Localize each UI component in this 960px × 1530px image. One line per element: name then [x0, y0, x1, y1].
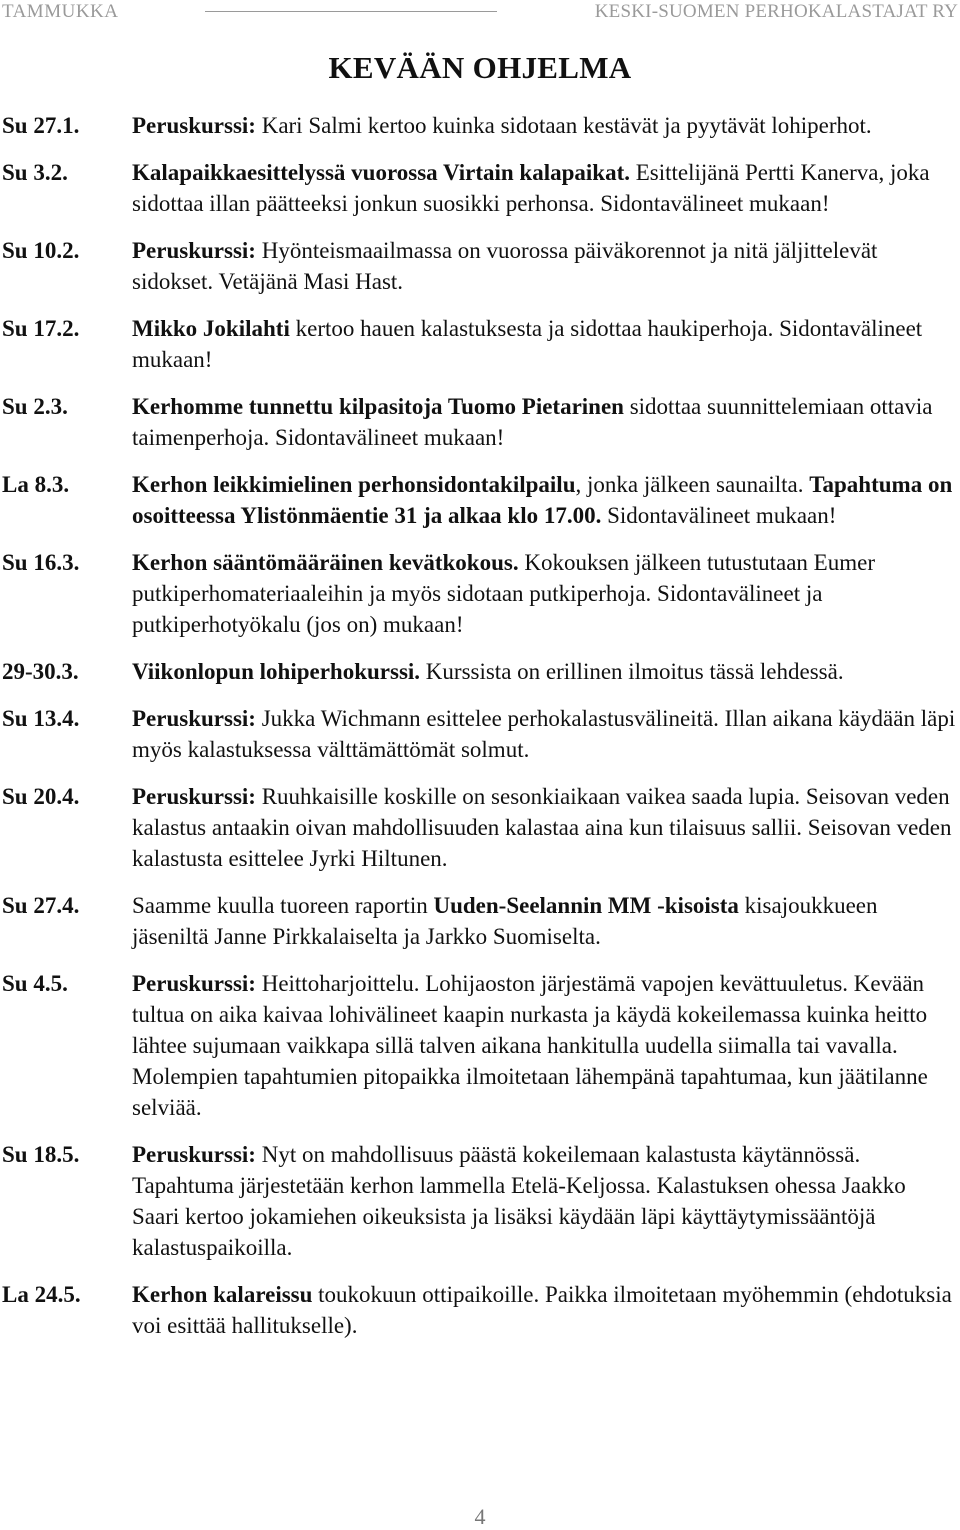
schedule-entry — [0, 547, 960, 640]
entry-text: Heittoharjoittelu. Lohijaoston järjestämä vapojen kevättuuletus. Kevään tultua on aika kaivaa lohivälineet kaapin nurkasta ja käydä kokeilemassa kuinka heitto lähtee sujumaan vaikkapa sillä talven aikana hankitulla uudella siimalla tai vavalla. Molempien tapahtumien pitopaikka ilmoitetaan lähempänä tapahtumaa, kun jäätilanne selviää. — [132, 971, 928, 1120]
entry-text: kisajoukkueen jäseniltä Janne Pirkkalaiselta ja Jarkko Suomiselta. — [132, 893, 878, 949]
entry-date: La 8.3. — [2, 472, 70, 497]
entry-date: 29-30.3. — [2, 659, 79, 684]
header-divider — [205, 11, 497, 12]
entry-highlight: Peruskurssi: — [132, 971, 256, 996]
entry-date: La 24.5. — [2, 1282, 81, 1307]
entry-description — [132, 890, 956, 952]
schedule-entry — [0, 781, 960, 874]
entry-text: kertoo hauen kalastuksesta ja sidottaa haukiperhoja. Sidontavälineet mukaan! — [132, 316, 923, 372]
entry-highlight: Kerhon sääntömääräinen kevätkokous. — [132, 550, 519, 575]
entry-text: Sidontavälineet mukaan! — [601, 503, 837, 528]
schedule-entry — [0, 890, 960, 952]
entry-highlight: Viikonlopun lohiperhokurssi. — [132, 659, 421, 684]
publication-name: TAMMUKKA — [2, 1, 119, 22]
entry-text: toukokuun ottipaikoille. Paikka ilmoitetaan myöhemmin (ehdotuksia voi esittää hallitukselle). — [132, 1282, 952, 1338]
entry-highlight: Kerhomme tunnettu kilpasitoja Tuomo Pietarinen — [132, 394, 624, 419]
entry-date: Su 4.5. — [2, 971, 68, 996]
schedule-entry — [0, 469, 960, 531]
schedule-entry — [0, 703, 960, 765]
entry-text: Kurssista on erillinen ilmoitus tässä lehdessä. — [420, 659, 844, 684]
schedule-entry — [0, 157, 960, 219]
schedule-entry — [0, 235, 960, 297]
entry-date: Su 17.2. — [2, 316, 80, 341]
page-title: KEVÄÄN OHJELMA — [328, 50, 632, 85]
entry-description — [132, 469, 956, 531]
entry-description — [132, 656, 956, 687]
entry-date: Su 27.4. — [2, 893, 80, 918]
entry-description — [132, 235, 956, 297]
entry-description — [132, 968, 956, 1123]
entry-description — [132, 1139, 956, 1263]
entry-description — [132, 1279, 956, 1341]
schedule-entry — [0, 656, 960, 687]
entry-highlight: Peruskurssi: — [132, 784, 256, 809]
entry-date: Su 16.3. — [2, 550, 80, 575]
entry-highlight: Uuden-Seelannin MM -kisoista — [433, 893, 739, 918]
schedule-list — [0, 110, 960, 1357]
entry-description — [132, 391, 956, 453]
entry-description — [132, 157, 956, 219]
entry-highlight: Kalapaikkaesittelyssä vuorossa Virtain kalapaikat. — [132, 160, 630, 185]
entry-date: Su 27.1. — [2, 113, 80, 138]
entry-date: Su 3.2. — [2, 160, 68, 185]
entry-highlight: Peruskurssi: — [132, 706, 256, 731]
entry-highlight: Kerhon kalareissu — [132, 1282, 313, 1307]
page-header — [0, 0, 960, 26]
schedule-entry — [0, 1139, 960, 1263]
entry-highlight: Kerhon leikkimielinen perhonsidontakilpailu — [132, 472, 576, 497]
entry-text: , jonka jälkeen saunailta. — [575, 472, 810, 497]
entry-text: Jukka Wichmann esittelee perhokalastusvälineitä. Illan aikana käydään läpi myös kalastuksessa välttämättömät solmut. — [132, 706, 956, 762]
schedule-entry — [0, 968, 960, 1123]
entry-text: Hyönteismaailmassa on vuorossa päiväkorennot ja nitä jäljittelevät sidokset. Vetäjänä Masi Hast. — [132, 238, 878, 294]
organization-name: KESKI-SUOMEN PERHOKALASTAJAT RY — [594, 1, 958, 22]
entry-description — [132, 110, 956, 141]
schedule-entry — [0, 1279, 960, 1341]
entry-date: Su 2.3. — [2, 394, 68, 419]
entry-description — [132, 703, 956, 765]
entry-text: sidottaa suunnittelemiaan ottavia taimenperhoja. Sidontavälineet mukaan! — [132, 394, 933, 450]
entry-text: Esittelijänä Pertti Kanerva, joka sidottaa illan päätteeksi jonkun suosikki perhonsa. Sidontavälineet mukaan! — [132, 160, 930, 216]
entry-text: Kari Salmi kertoo kuinka sidotaan kestävät ja pyytävät lohiperhot. — [255, 113, 872, 138]
entry-text: Kokouksen jälkeen tutustutaan Eumer putkiperhomateriaaleihin ja myös sidotaan putkiperhoja. Sidontavälineet ja putkiperhotyökalu (jos on) mukaan! — [132, 550, 875, 637]
entry-highlight: Tapahtuma on osoitteessa Ylistönmäentie 31 ja alkaa klo 17.00. — [132, 472, 953, 528]
entry-description — [132, 313, 956, 375]
schedule-entry — [0, 391, 960, 453]
entry-text: Saamme kuulla tuoreen raportin — [132, 893, 434, 918]
schedule-entry — [0, 313, 960, 375]
entry-highlight: Peruskurssi: — [132, 238, 256, 263]
schedule-entry — [0, 110, 960, 141]
entry-description — [132, 547, 956, 640]
entry-date: Su 10.2. — [2, 238, 80, 263]
entry-text: Ruuhkaisille koskille on sesonkiaikaan vaikea saada lupia. Seisovan veden kalastus antaakin oivan mahdollisuuden kalastaa aina kun tilaisuus sallii. Seisovan veden kalastusta esittelee Jyrki Hiltunen. — [132, 784, 952, 871]
page-number: 4 — [474, 1504, 486, 1529]
entry-highlight: Peruskurssi: — [132, 1142, 256, 1167]
entry-date: Su 20.4. — [2, 784, 80, 809]
entry-description — [132, 781, 956, 874]
entry-highlight: Mikko Jokilahti — [132, 316, 290, 341]
entry-text: Nyt on mahdollisuus päästä kokeilemaan kalastusta käytännössä. Tapahtuma järjestetään kerhon lammella Etelä-Keljossa. Kalastuksen ohessa Jaakko Saari kertoo jokamiehen oikeuksista ja lisäksi käydään läpi käyttäytymissääntöjä kalastuspaikoilla. — [132, 1142, 906, 1260]
entry-date: Su 13.4. — [2, 706, 80, 731]
entry-highlight: Peruskurssi: — [132, 113, 256, 138]
entry-date: Su 18.5. — [2, 1142, 80, 1167]
